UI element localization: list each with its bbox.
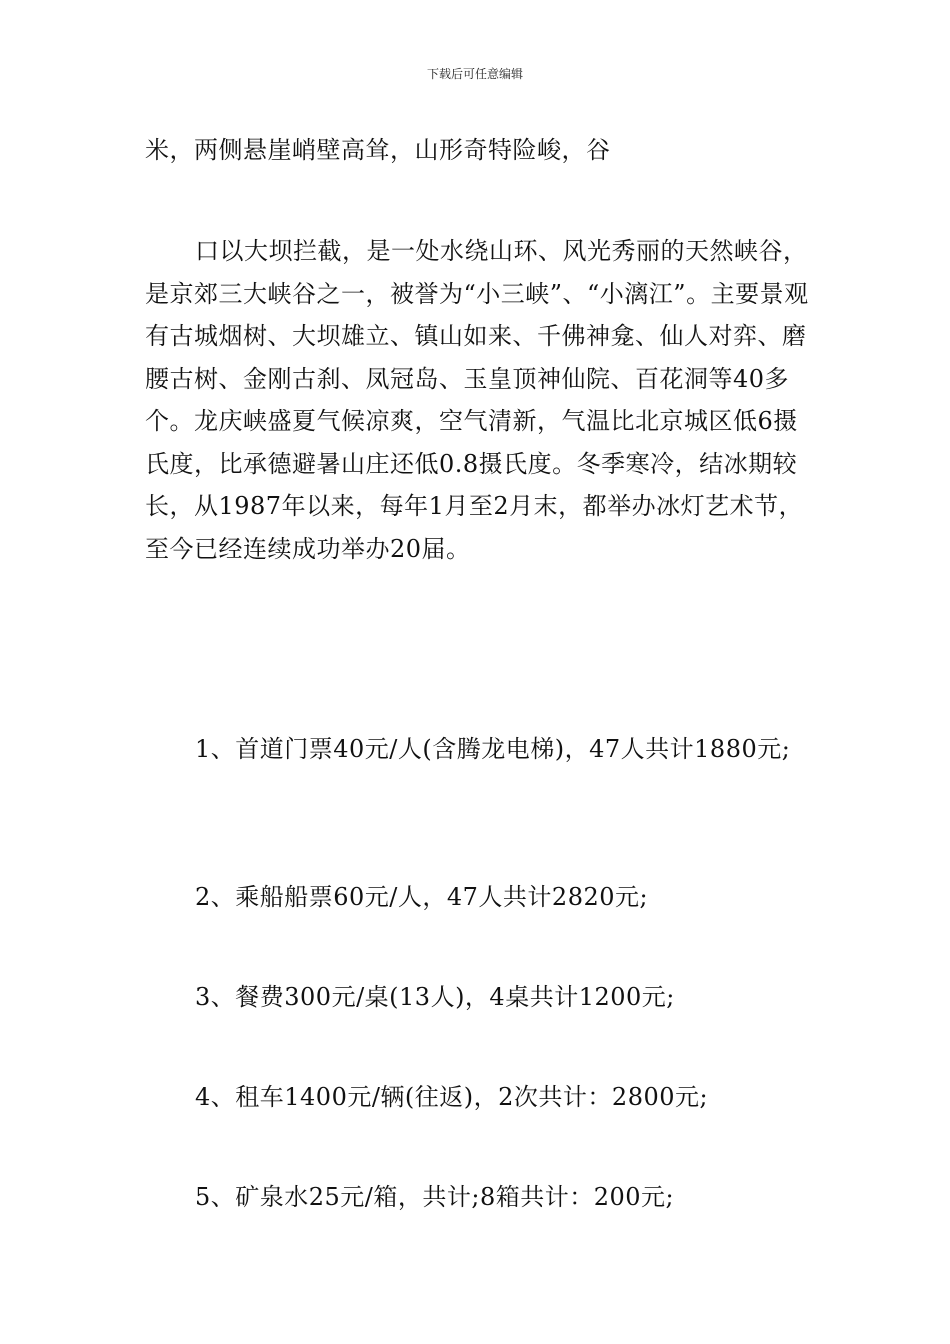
page-header: 下载后可任意编辑 (426, 67, 523, 81)
cost-item-car-rental: 4、租车1400元/辆(往返)，2次共计：2800元; (195, 1083, 709, 1111)
cost-item-entrance-ticket: 1、首道门票40元/人(含腾龙电梯)，47人共计1880元; (195, 735, 791, 763)
cost-item-mineral-water: 5、矿泉水25元/箱，共计;8箱共计：200元; (195, 1183, 675, 1211)
paragraph-continuation: 米，两侧悬崖峭壁高耸，山形奇特险峻，谷 (145, 136, 611, 164)
paragraph-scenic-description: 口以大坝拦截，是一处水绕山环、风光秀丽的天然峡谷，是京郊三大峡谷之一，被誉为“小三峡”、“小漓江”。主要景观有古城烟树、大坝雄立、镇山如来、千佛神龛、仙人对弈、磨腰古树、金刚古刹、凤冠岛、玉皇顶神仙院、百花洞等40多个。龙庆峡盛夏气候凉爽，空气清新，气温比北京城区低6摄氏度，比承德避暑山庄还低0.8摄氏度。冬季寒冷，结冰期较长，从1987年以来，每年1月至2月末，都举办冰灯艺术节，至今已经连续成功举办20届。 (145, 237, 809, 563)
cost-item-boat-ticket: 2、乘船船票60元/人，47人共计2820元; (195, 883, 649, 911)
cost-item-meals: 3、餐费300元/桌(13人)，4桌共计1200元; (195, 983, 675, 1011)
